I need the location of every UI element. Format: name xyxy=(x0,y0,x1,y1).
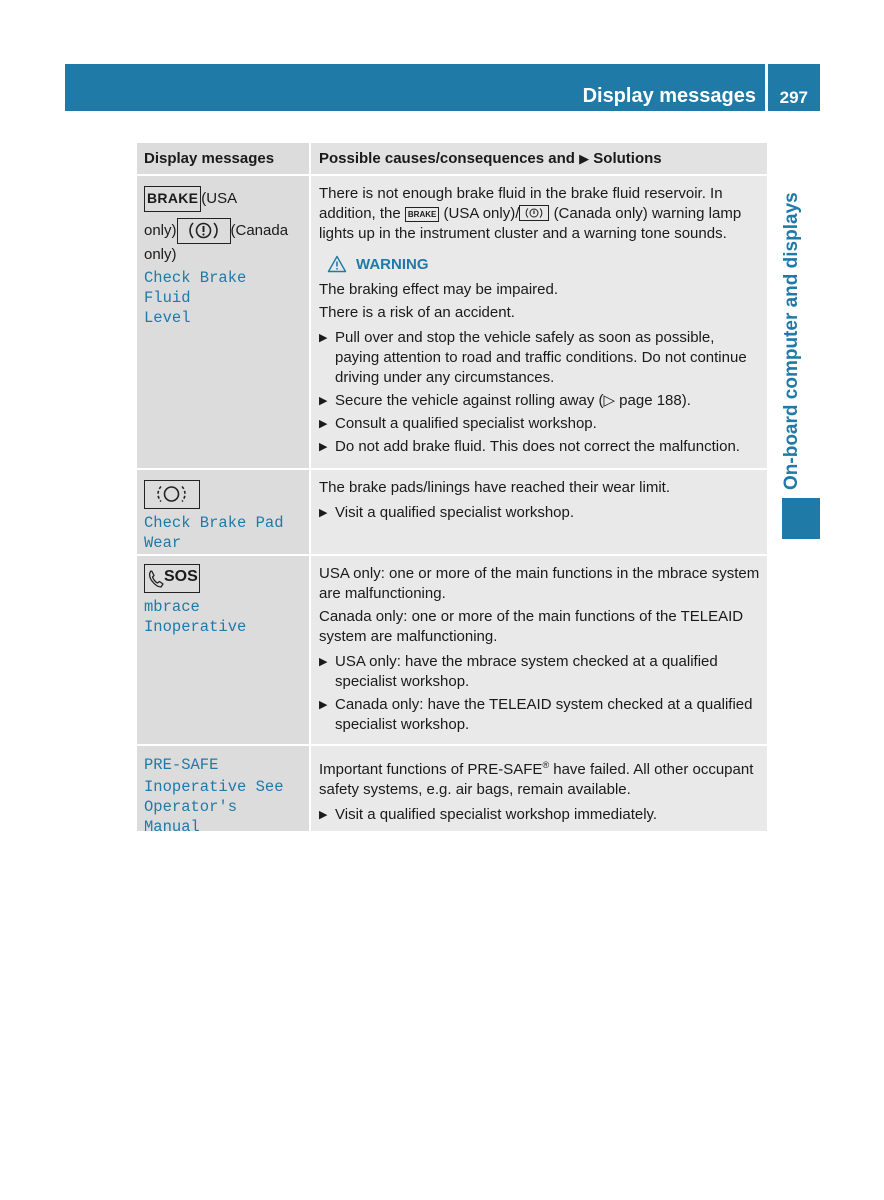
bullet-arrow-icon: ▶ xyxy=(319,418,328,430)
list-item xyxy=(319,437,761,457)
cause-cell xyxy=(311,176,767,468)
chapter-tab-label: On-board computer and displays xyxy=(781,192,802,490)
message-line: Wear xyxy=(144,534,182,552)
list-item-text: Secure the vehicle against rolling away (▷ page 188). xyxy=(335,392,691,409)
chapter-tab-marker xyxy=(782,498,820,539)
usa-only-label: (USA xyxy=(201,189,238,207)
list-item xyxy=(319,503,761,523)
list-item xyxy=(319,652,761,692)
list-item xyxy=(319,414,761,434)
warning-label: WARNING xyxy=(356,255,429,273)
message-cell xyxy=(137,176,309,468)
list-item xyxy=(319,328,761,388)
warning-text: The braking effect may be impaired. xyxy=(319,281,559,298)
col-header-solutions-text: Solutions xyxy=(593,150,662,167)
usa-only-label-end: only) xyxy=(144,221,177,239)
table-row xyxy=(137,556,767,746)
message-text xyxy=(144,268,302,328)
brake-pad-wear-lamp-icon xyxy=(144,480,200,509)
warning-text: There is a risk of an accident. xyxy=(319,304,515,321)
bullet-arrow-icon: ▶ xyxy=(319,656,328,668)
cause-text-part: (USA only)/ xyxy=(443,205,520,222)
header-divider xyxy=(765,64,768,111)
message-line: mbrace Inoperative xyxy=(144,598,247,636)
message-cell xyxy=(137,470,309,554)
col-header-causes xyxy=(311,143,767,174)
bullet-arrow-icon: ▶ xyxy=(319,507,328,519)
bullet-arrow-icon: ▶ xyxy=(319,441,328,453)
col-header-messages: Display messages xyxy=(137,143,309,174)
table-row xyxy=(137,176,767,470)
message-line: PRE-SAFE xyxy=(144,756,219,774)
table-row xyxy=(137,746,767,836)
cause-cell xyxy=(311,470,767,554)
cause-text: USA only: one or more of the main functions in the mbrace system are malfunctioning. xyxy=(319,565,760,602)
warning-triangle-icon xyxy=(327,255,347,273)
message-cell xyxy=(137,746,309,836)
message-line: Inoperative See xyxy=(144,778,284,796)
list-item xyxy=(319,805,761,825)
list-item-text: Do not add brake fluid. This does not correct the malfunction. xyxy=(335,438,740,455)
list-item-text: Consult a qualified specialist workshop. xyxy=(335,415,597,432)
cause-text: The brake pads/linings have reached their wear limit. xyxy=(319,479,671,496)
list-item xyxy=(319,391,761,411)
cause-cell xyxy=(311,556,767,744)
list-item-text: Pull over and stop the vehicle safely as soon as possible, paying attention to road and traffic conditions. Do not continue driving under any circumstances. xyxy=(335,329,747,386)
message-text xyxy=(144,753,302,837)
cause-cell xyxy=(311,746,767,831)
header-bar xyxy=(65,64,820,111)
brake-circle-small-icon xyxy=(519,205,549,221)
sos-lamp-text: SOS xyxy=(164,568,198,585)
cause-text xyxy=(319,755,761,800)
brake-circle-lamp-icon xyxy=(177,218,231,244)
cause-text-part: (Canada only) warning lamp xyxy=(553,205,742,222)
message-line: Operator's Manual xyxy=(144,798,238,836)
message-cell xyxy=(137,556,309,744)
bullet-arrow-icon: ▶ xyxy=(319,809,328,821)
list-item-text: Canada only: have the TELEAID system checked at a qualified specialist workshop. xyxy=(335,696,753,733)
brake-lamp-small-icon: BRAKE xyxy=(405,207,439,222)
bullet-arrow-icon: ▶ xyxy=(319,395,328,407)
triangle-right-icon: ▶ xyxy=(579,151,590,166)
list-item-text: Visit a qualified specialist workshop immediately. xyxy=(335,806,658,823)
message-line: Check Brake Fluid xyxy=(144,269,247,307)
sos-lamp-icon xyxy=(144,564,200,593)
warning-heading xyxy=(319,252,761,276)
bullet-arrow-icon: ▶ xyxy=(319,699,328,711)
table-header-row xyxy=(137,143,767,176)
cause-text-part: addition, the xyxy=(319,205,401,222)
list-item xyxy=(319,695,761,735)
canada-only-label-end: only) xyxy=(144,246,177,263)
col-header-causes-text: Possible causes/consequences and xyxy=(319,150,575,167)
list-item-text: USA only: have the mbrace system checked at a qualified specialist workshop. xyxy=(335,653,718,690)
message-line: Level xyxy=(144,309,191,327)
bullet-arrow-icon: ▶ xyxy=(319,332,328,344)
message-text xyxy=(144,597,302,637)
cause-text xyxy=(319,184,761,244)
cause-text-part: have failed. All other occupant safety systems, e.g. air bags, remain available. xyxy=(319,761,754,798)
list-item-text: Visit a qualified specialist workshop. xyxy=(335,504,575,521)
cause-text-part: lights up in the instrument cluster and a warning tone sounds. xyxy=(319,225,727,242)
cause-text-part: There is not enough brake fluid in the brake fluid reservoir. In xyxy=(319,185,723,202)
cause-text-part: Important functions of PRE-SAFE xyxy=(319,761,543,778)
brake-warning-lamp-icon: BRAKE xyxy=(144,186,201,212)
message-text xyxy=(144,513,302,553)
page-number: 297 xyxy=(779,88,808,107)
cause-text: Canada only: one or more of the main functions of the TELEAID system are malfunctioning. xyxy=(319,608,744,645)
table-row xyxy=(137,470,767,556)
canada-only-label: (Canada xyxy=(230,221,289,239)
display-messages-table xyxy=(137,143,767,836)
message-line: Check Brake Pad xyxy=(144,514,284,532)
registered-mark: ® xyxy=(542,760,550,770)
section-title: Display messages xyxy=(582,85,756,107)
